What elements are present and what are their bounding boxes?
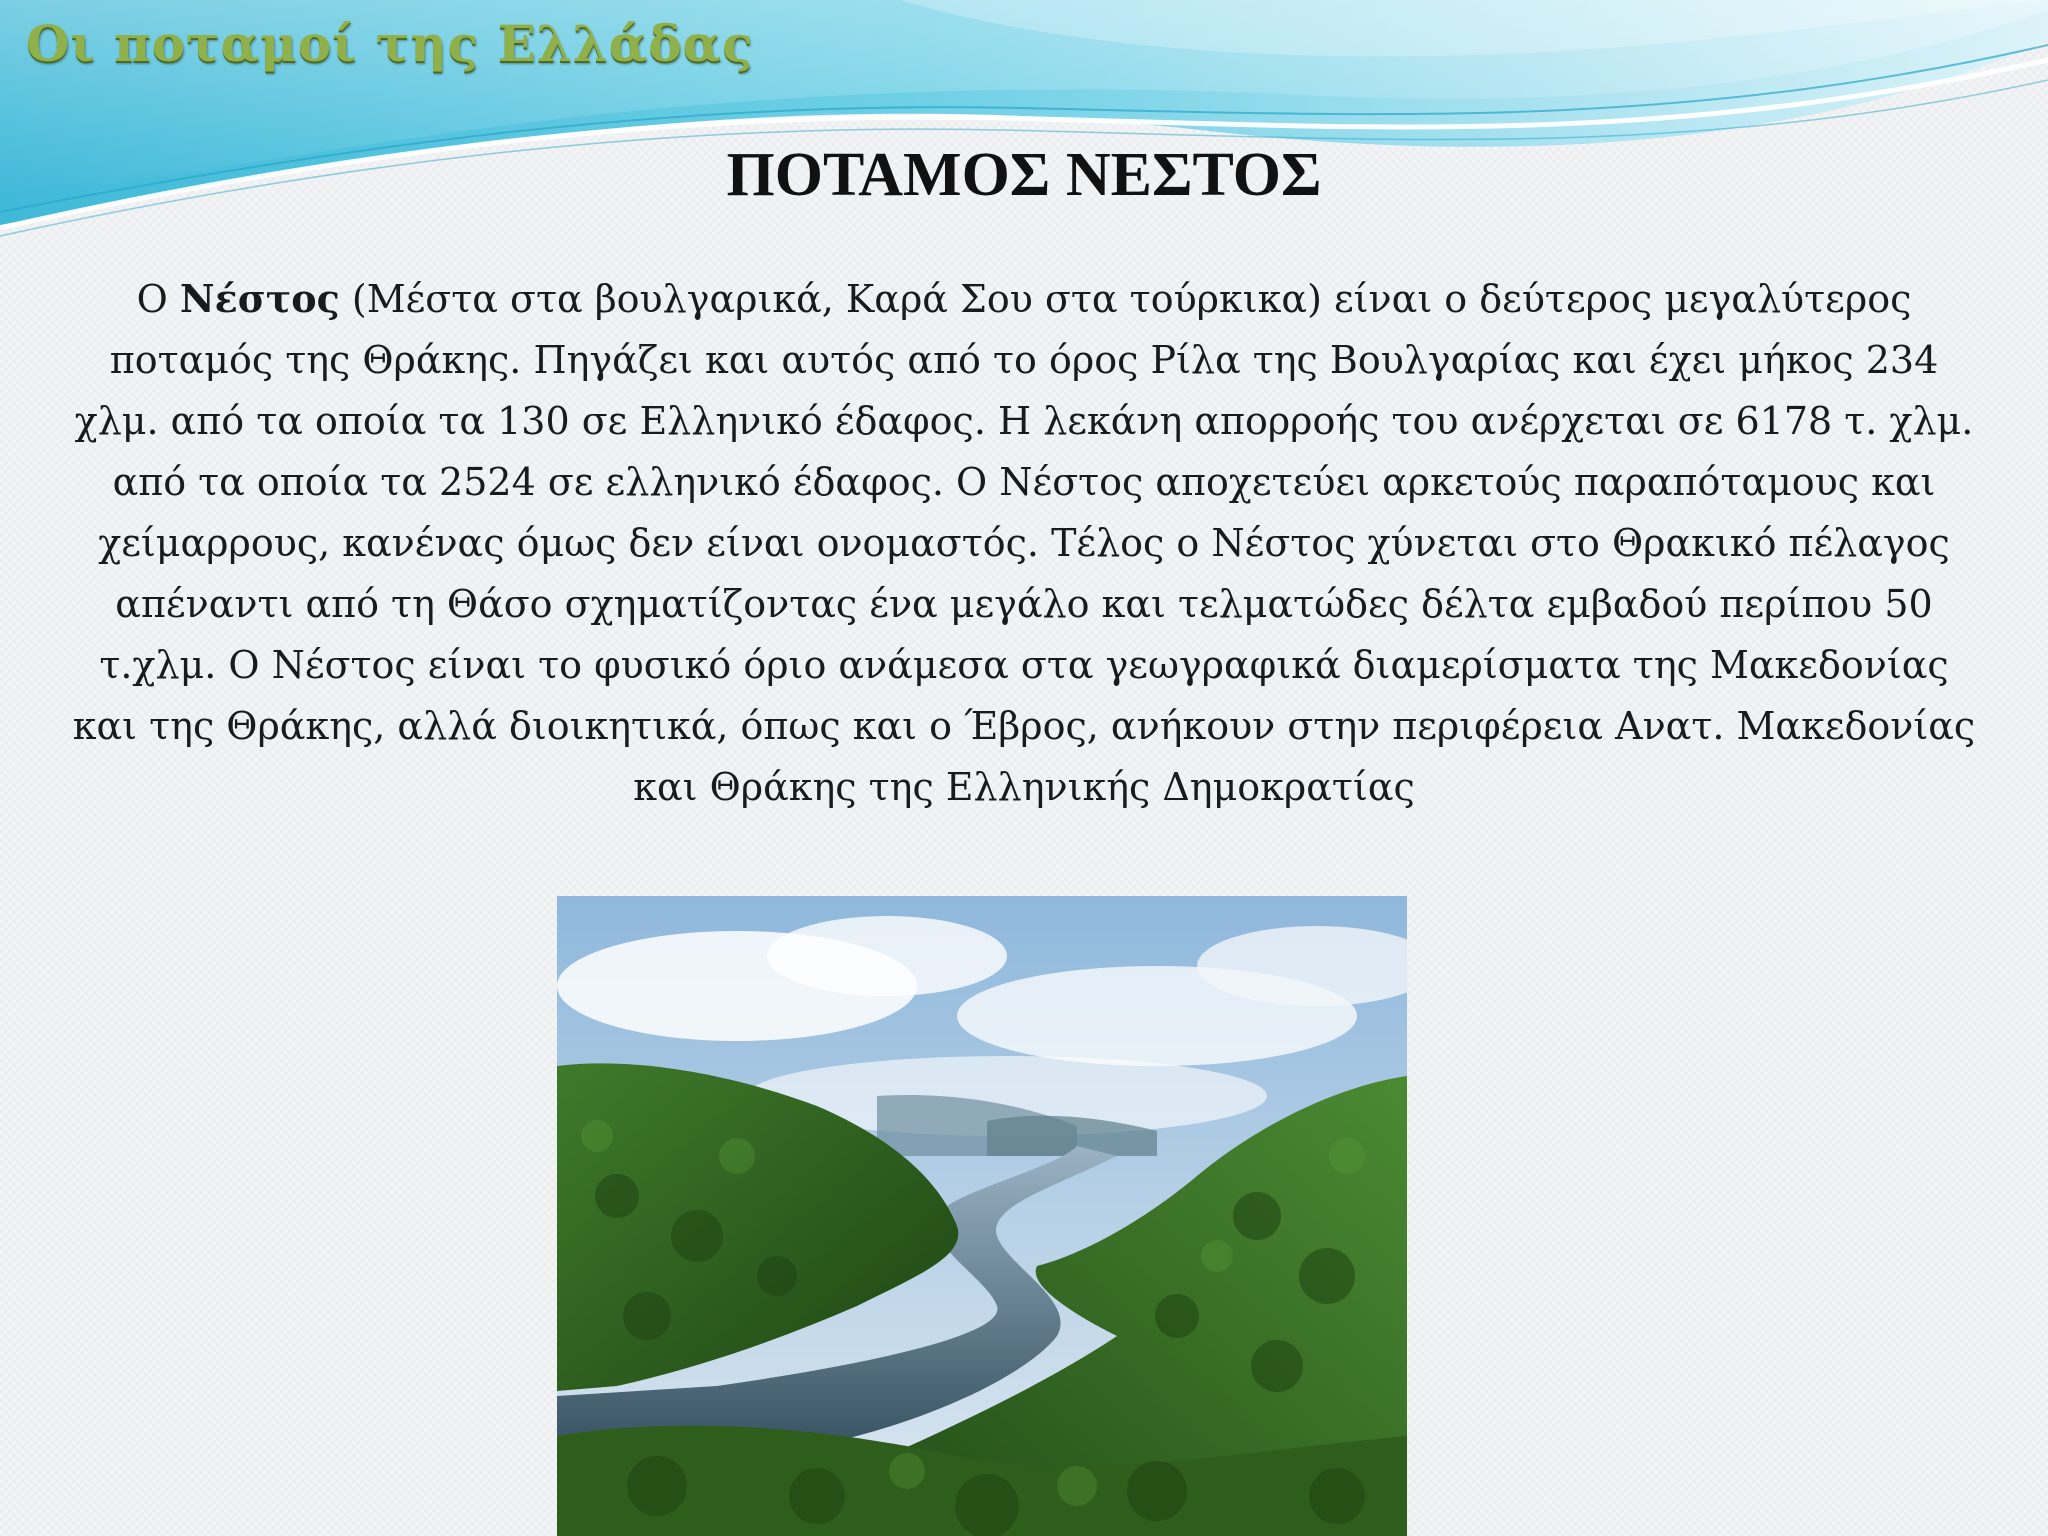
presentation-title: Οι ποταμοί της Ελλάδας [26, 14, 754, 73]
paragraph-lead: Ο [136, 277, 168, 321]
paragraph-text: (Μέστα στα βουλγαρικά, Καρά Σου στα τούρκικα) είναι ο δεύτερος μεγαλύτερος ποταμός της Θράκης. Πηγάζει και αυτός από το όρος Ρίλα της Βουλγαρίας και έχει μήκος 234 χλμ. από τα οποία τα 130 σε Ελληνικό έδαφος. Η λεκάνη απορροής του ανέρχεται σε 6178 τ. χλμ. από τα οποία τα 2524 σε ελληνικό έδαφος. Ο Νέστος αποχετεύει αρκετούς παραπόταμους και χείμαρρους, κανένας όμως δεν είναι ονομαστός. Τέλος ο Νέστος χύνεται στο Θρακικό πέλαγος απέναντι από τη Θάσο σχηματίζοντας ένα μεγάλο και τελματώδες δέλτα εμβαδού περίπου 50 τ.χλμ. Ο Νέστος είναι το φυσικό όριο ανάμεσα στα γεωγραφικά διαμερίσματα της Μακεδονίας και της Θράκης, αλλά διοικητικά, όπως και ο Έβρος, ανήκουν στην περιφέρεια Ανατ. Μακεδονίας και Θράκης της Ελληνικής Δημοκρατίας [72, 277, 1976, 809]
river-description [70, 268, 1978, 818]
river-name-bold: Νέστος [179, 276, 340, 321]
nestos-river-photo [557, 896, 1407, 1536]
slide-heading: ΠΟΤΑΜΟΣ ΝΕΣΤΟΣ [726, 141, 1322, 209]
